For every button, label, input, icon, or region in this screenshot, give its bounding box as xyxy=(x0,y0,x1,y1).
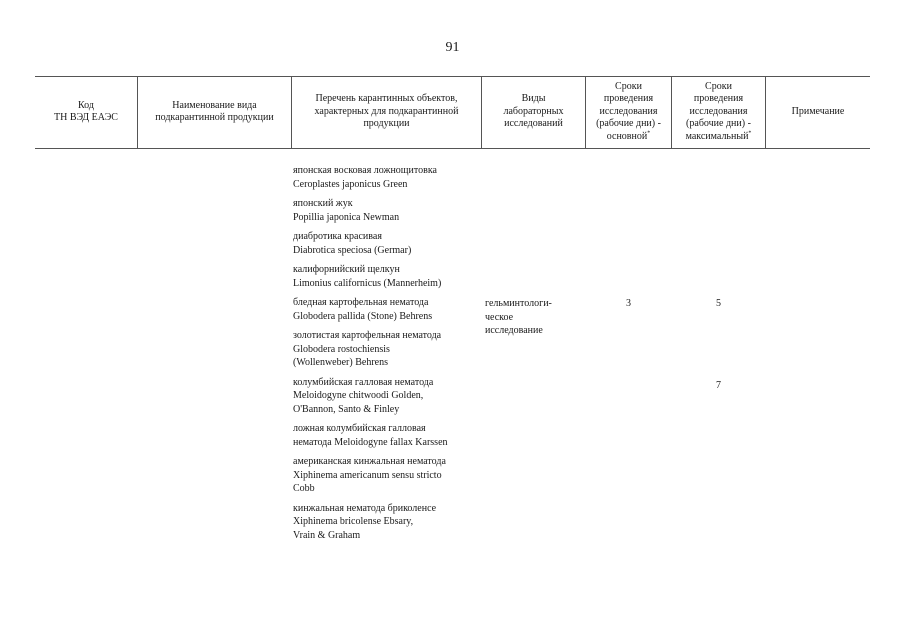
header-line: (рабочие дни) - xyxy=(686,118,751,130)
footnote-mark: * xyxy=(647,130,651,137)
header-basic-term xyxy=(586,76,671,148)
lab-research-type xyxy=(485,297,585,338)
object-common-name: калифорнийский щелкун xyxy=(293,264,400,275)
list-item xyxy=(293,230,483,257)
list-item xyxy=(293,502,483,543)
header-line: проведения xyxy=(693,93,744,105)
lab-research-line: исследование xyxy=(485,325,543,336)
object-common-name: ложная колумбийская галловая xyxy=(293,423,426,434)
header-word: основной xyxy=(606,130,648,142)
list-item xyxy=(293,376,483,417)
object-latin-name: Diabrotica speciosa (Germar) xyxy=(293,244,412,256)
object-common-name: кинжальная нематода бриколенсе xyxy=(293,502,437,514)
object-latin-name: Xiphinema bricolense Ebsary, xyxy=(293,516,414,527)
header-line: Сроки xyxy=(615,80,642,92)
header-line: исследования xyxy=(599,105,658,117)
header-line: Код xyxy=(78,99,94,111)
lab-research-line: гельминтологи- xyxy=(485,298,552,309)
lab-research-line: ческое xyxy=(485,311,514,323)
header-word: максимальный xyxy=(685,130,749,142)
header-line: Наименование вида xyxy=(172,99,257,111)
list-item xyxy=(293,455,483,496)
header-line: лабораторных xyxy=(503,105,564,117)
object-latin-name: Globodera rostochiensis xyxy=(293,343,390,355)
header-line: характерных для подкарантинной xyxy=(314,105,459,117)
header-line: Виды xyxy=(521,93,546,105)
list-item xyxy=(293,296,483,323)
list-item xyxy=(293,422,483,449)
header-line: (рабочие дни) - xyxy=(596,118,661,130)
quarantine-objects-list xyxy=(293,164,483,548)
header-max-term xyxy=(672,76,765,148)
header-line: Сроки xyxy=(705,80,732,92)
object-latin-name: Popillia japonica Newman xyxy=(293,211,400,223)
header-lab xyxy=(482,76,585,148)
basic-term-value: 3 xyxy=(626,298,631,309)
header-note xyxy=(766,76,870,148)
object-latin-name: Cobb xyxy=(293,483,315,494)
object-common-name: золотистая картофельная нематода xyxy=(293,330,442,341)
header-line: продукции xyxy=(363,118,410,130)
page-number: 91 xyxy=(445,40,460,55)
header-line: подкарантинной продукции xyxy=(155,112,274,123)
object-latin-name: O'Bannon, Santo & Finley xyxy=(293,403,400,415)
object-latin-name: Meloidogyne chitwoodi Golden, xyxy=(293,390,424,401)
object-common-name: японский жук xyxy=(293,198,353,209)
header-line xyxy=(686,131,752,144)
header-line: Примечание xyxy=(791,105,845,117)
header-code xyxy=(35,76,137,148)
max-term-value: 5 xyxy=(716,298,721,309)
max-term-value: 7 xyxy=(716,380,721,391)
footnote-mark: * xyxy=(748,130,752,137)
header-line: Перечень карантинных объектов, xyxy=(315,93,458,105)
object-common-name: колумбийская галловая нематода xyxy=(293,376,434,388)
header-line xyxy=(596,131,661,144)
list-item xyxy=(293,164,483,191)
object-latin-name: нематода Meloidogyne fallax Karssen xyxy=(293,436,448,448)
header-line: ТН ВЭД ЕАЭС xyxy=(54,112,118,123)
object-latin-name: Limonius californicus (Mannerheim) xyxy=(293,277,442,289)
header-objects xyxy=(292,76,481,148)
object-latin-name: Xiphinema americanum sensu stricto xyxy=(293,469,442,481)
list-item xyxy=(293,263,483,290)
object-latin-name: Globodera pallida (Stone) Behrens xyxy=(293,310,433,322)
header-line: исследований xyxy=(504,118,563,130)
list-item xyxy=(293,197,483,224)
object-latin-name: Vrain & Graham xyxy=(293,529,361,541)
object-common-name: бледная картофельная нематода xyxy=(293,297,429,308)
object-latin-name: Ceroplastes japonicus Green xyxy=(293,178,408,190)
object-common-name: американская кинжальная нематода xyxy=(293,456,446,467)
header-product xyxy=(138,76,291,148)
header-bottom-border xyxy=(35,148,870,149)
header-line: проведения xyxy=(603,93,654,105)
object-latin-name: (Wollenweber) Behrens xyxy=(293,357,388,368)
list-item xyxy=(293,329,483,370)
object-common-name: японская восковая ложнощитовка xyxy=(293,165,437,176)
object-common-name: диабротика красивая xyxy=(293,231,382,242)
header-line: исследования xyxy=(689,105,748,117)
